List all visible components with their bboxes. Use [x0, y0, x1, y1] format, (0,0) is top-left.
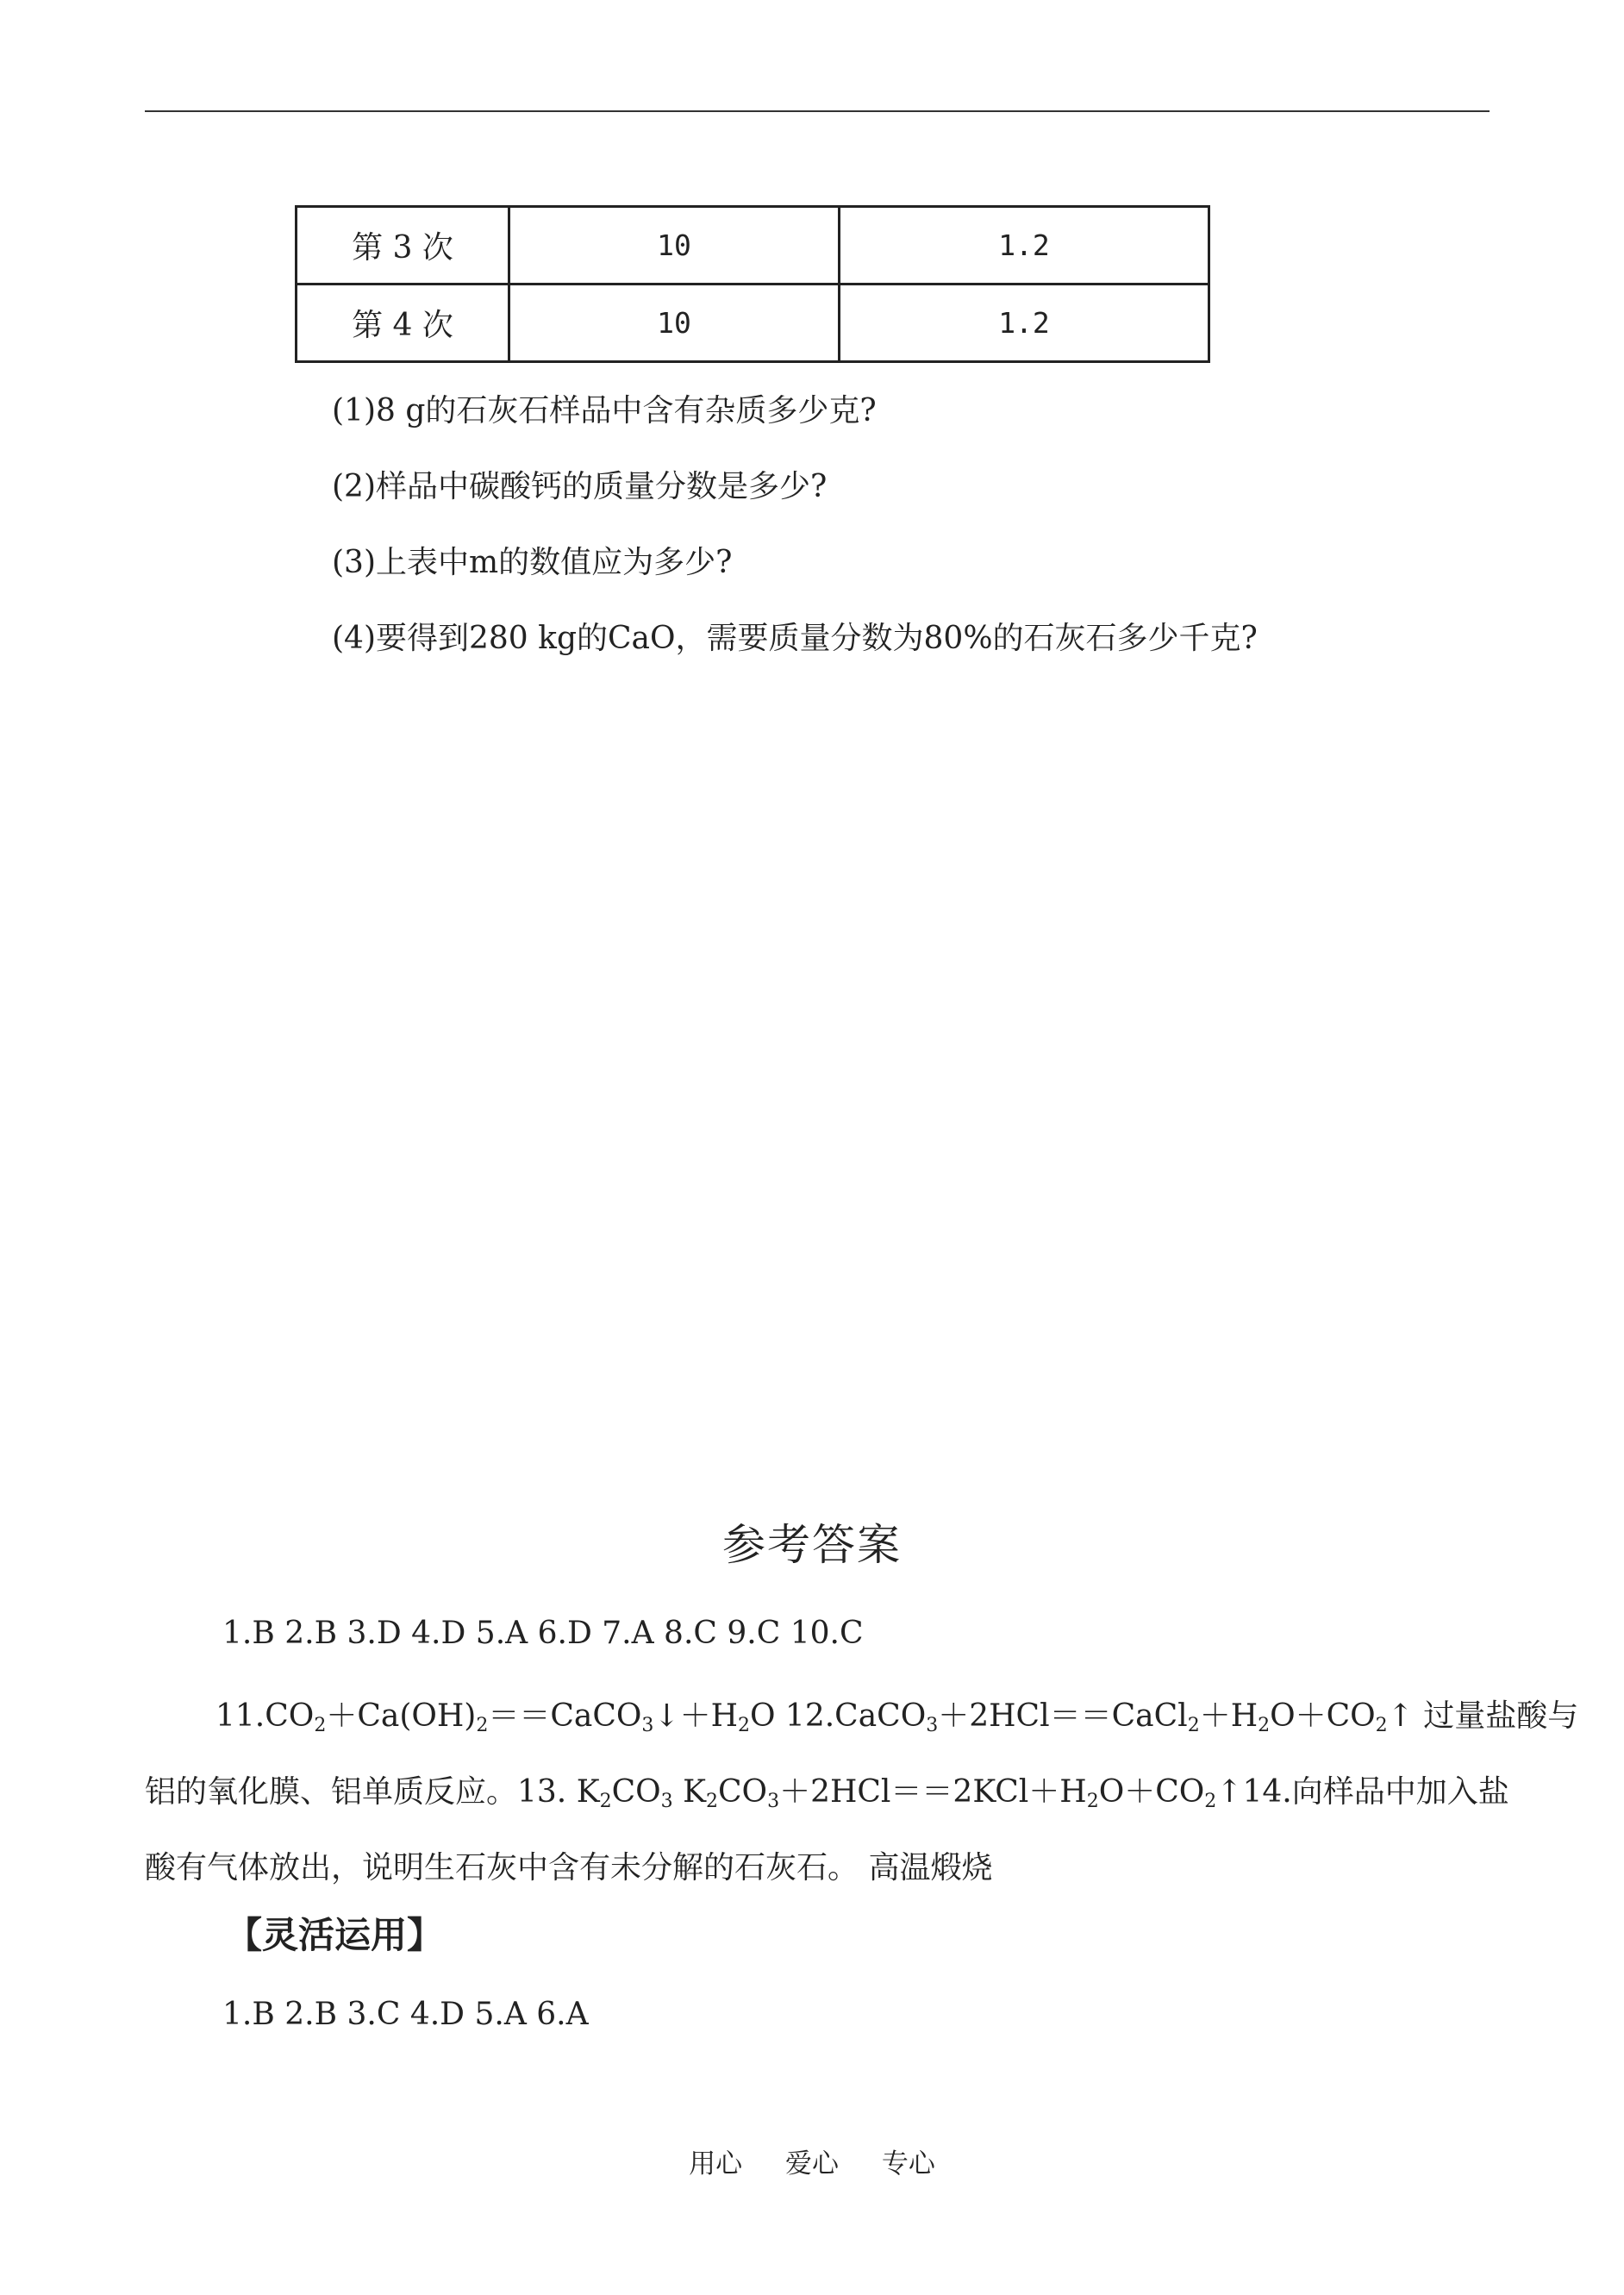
answer-title: 参考答案: [722, 1520, 902, 1570]
answer-line-1: 1.B 2.B 3.D 4.D 5.A 6.D 7.A 8.C 9.C 10.C: [222, 1616, 864, 1651]
answer-line-3: 铝的氧化膜、铝单质反应。13. $K_2CO_3$ $K_2CO_3+2HCl==2KCl+H_2O+CO_2↑14$.向样品中加入盐: [145, 1774, 1509, 1812]
answer-line-4: 酸有气体放出，说明生石灰中含有未分解的石灰石。 高温煅烧: [145, 1850, 993, 1885]
table-row: [297, 207, 1209, 285]
question-2: (2)样品中碳酸钙的质量分数是多少?: [332, 469, 828, 504]
table-cell-label: 第 3 次: [297, 207, 509, 285]
question-1: (1)8 g的石灰石样品中含有杂质多少克?: [332, 393, 877, 428]
table-cell-value: 1.2: [840, 207, 1209, 285]
question-4: (4)要得到280 kg的CaO，需要质量分数为80%的石灰石多少千克?: [332, 621, 1258, 656]
results-table: [295, 205, 1210, 363]
table-cell-value: 1.2: [840, 285, 1209, 362]
answer-line-2: $11.CO_2+Ca(OH)_2==CaCO_3↓+H_2O$ $12.CaCO_3+2HCl==CaCl_2+H_2O+CO_2↑$ 过量盐酸与: [215, 1698, 1579, 1736]
table-cell-value: 10: [509, 285, 840, 362]
table-row: [297, 285, 1209, 362]
table-cell-label: 第 4 次: [297, 285, 509, 362]
section-answers: 1.B 2.B 3.C 4.D 5.A 6.A: [222, 1997, 589, 2032]
section-heading: 【灵活运用】: [226, 1914, 444, 1956]
table-cell-value: 10: [509, 207, 840, 285]
question-3: (3)上表中m的数值应为多少?: [332, 545, 733, 580]
page-footer: 用心 爱心 专心: [689, 2148, 935, 2179]
header-rule: [145, 110, 1490, 112]
